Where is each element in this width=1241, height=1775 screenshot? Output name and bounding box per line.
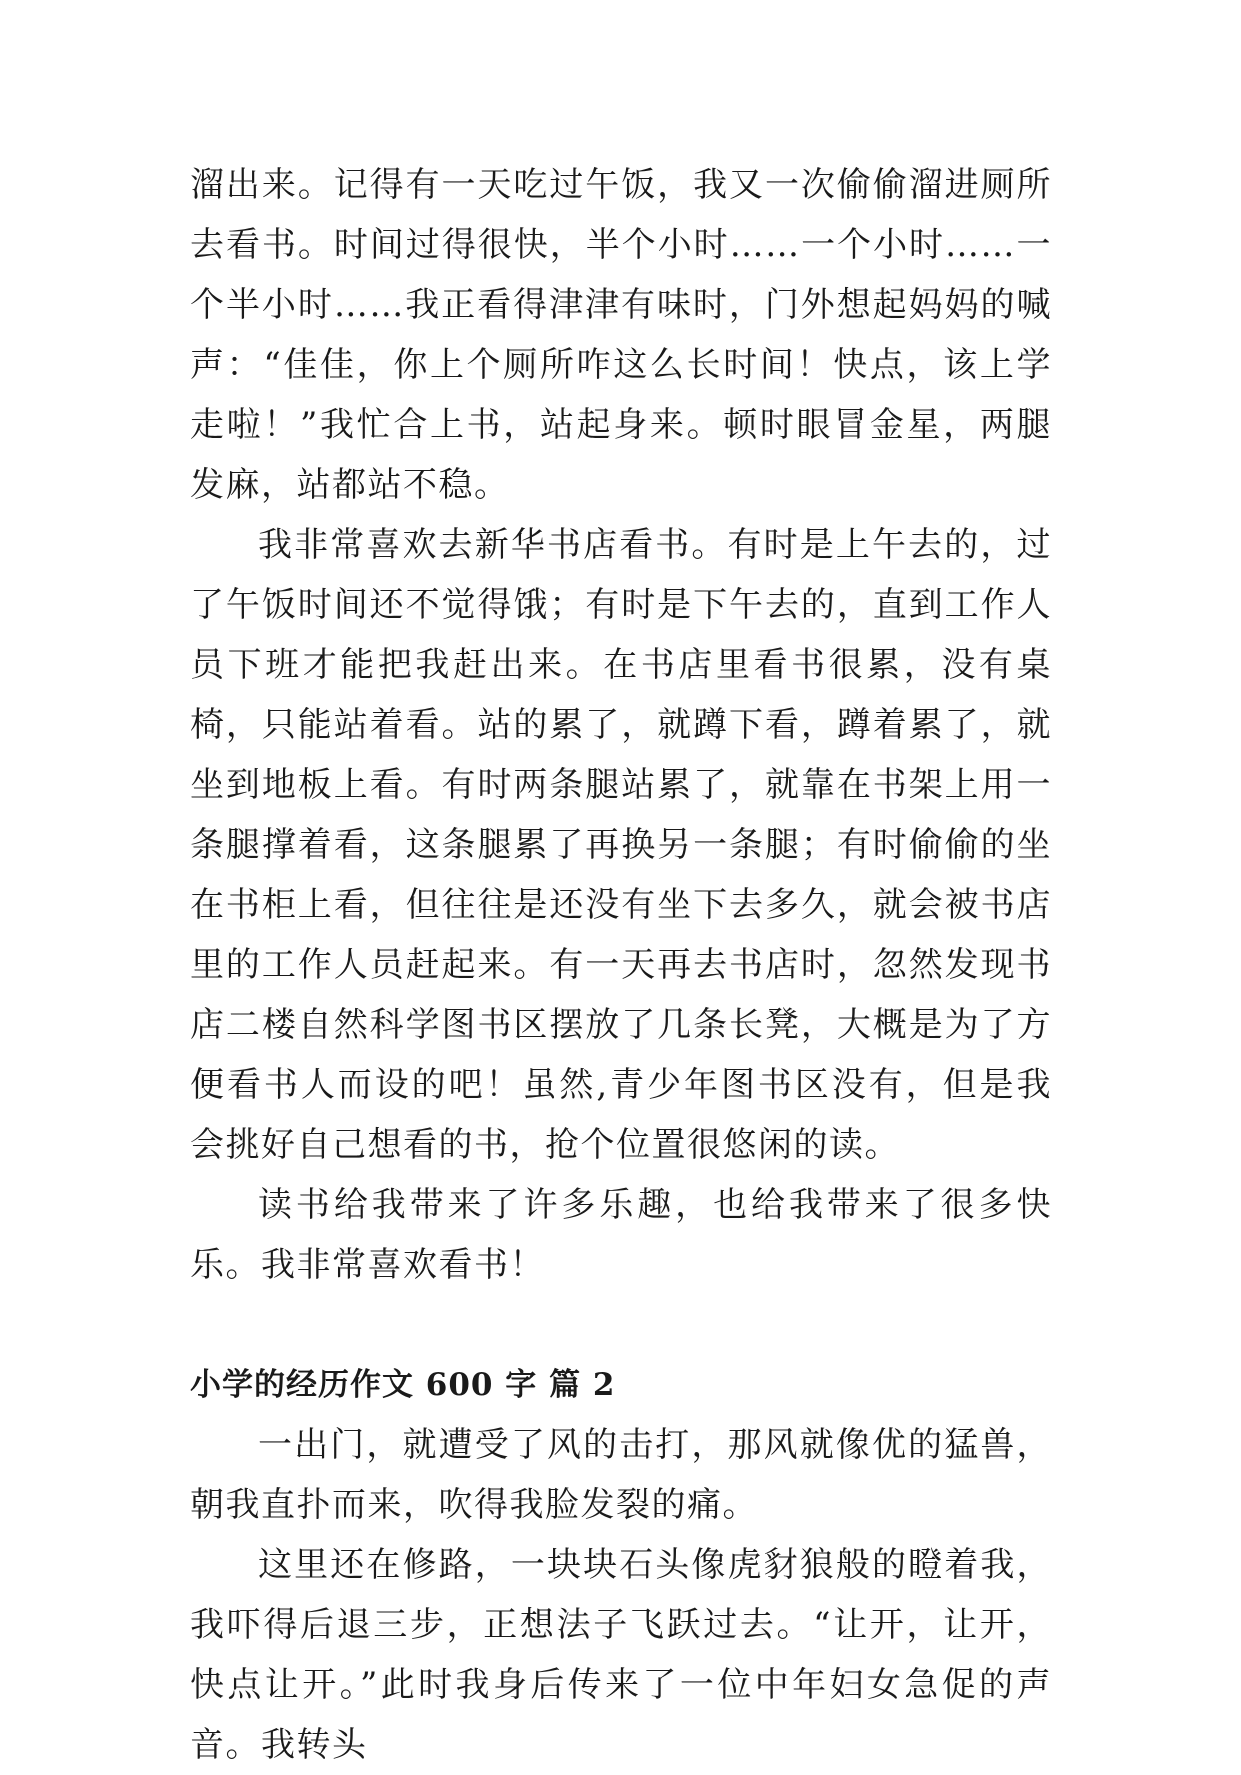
paragraph-4: 一出门，就遭受了风的击打，那风就像优的猛兽，朝我直扑而来，吹得我脸发裂的痛。 xyxy=(190,1425,1052,1525)
document-page xyxy=(190,155,1052,1775)
section-gap xyxy=(190,1295,1052,1355)
paragraph-3: 读书给我带来了许多乐趣，也给我带来了很多快乐。我非常喜欢看书！ xyxy=(190,1185,1052,1285)
paragraph-5: 这里还在修路，一块块石头像虎豺狼般的瞪着我，我吓得后退三步，正想法子飞跃过去。“让开，让开，快点让开。”此时我身后传来了一位中年妇女急促的声音。我转头 xyxy=(190,1545,1052,1765)
paragraph-2: 我非常喜欢去新华书店看书。有时是上午去的，过了午饭时间还不觉得饿；有时是下午去的，直到工作人员下班才能把我赶出来。在书店里看书很累，没有桌椅，只能站着看。站的累了，就蹲下看，蹲着累了，就坐到地板上看。有时两条腿站累了，就靠在书架上用一条腿撑着看，这条腿累了再换另一条腿；有时偷偷的坐在书柜上看，但往往是还没有坐下去多久，就会被书店里的工作人员赶起来。有一天再去书店时，忽然发现书店二楼自然科学图书区摆放了几条长凳，大概是为了方便看书人而设的吧！虽然,青少年图书区没有，但是我会挑好自己想看的书，抢个位置很悠闲的读。 xyxy=(190,525,1052,1165)
section-title: 小学的经历作文 600 字 篇 2 xyxy=(190,1367,616,1403)
paragraph-1: 溜出来。记得有一天吃过午饭，我又一次偷偷溜进厕所去看书。时间过得很快，半个小时……一个小时……一个半小时……我正看得津津有味时，门外想起妈妈的喊声：“佳佳，你上个厕所咋这么长时间！快点，该上学走啦！”我忙合上书，站起身来。顿时眼冒金星，两腿发麻，站都站不稳。 xyxy=(190,165,1052,505)
